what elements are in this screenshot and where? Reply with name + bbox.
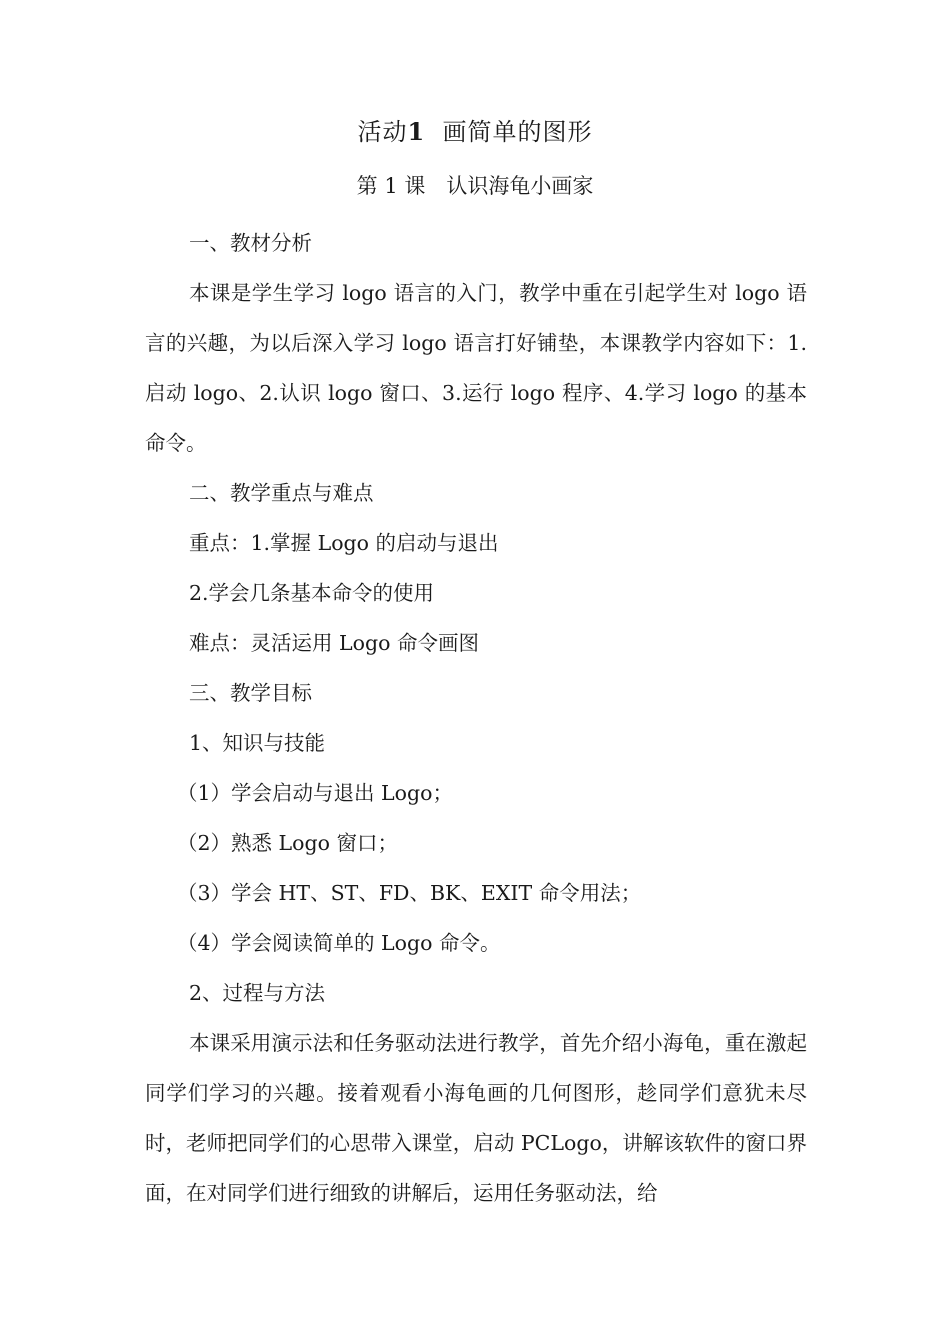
title-suffix: 画简单的图形: [442, 118, 593, 146]
section-heading-analysis: 一、教材分析: [189, 231, 312, 255]
lesson-subtitle: 第 1 课 认识海龟小画家: [356, 174, 594, 198]
goal-item: （4）学会阅读简单的 Logo 命令。: [177, 931, 501, 955]
difficulty-point: 难点：灵活运用 Logo 命令画图: [189, 631, 479, 655]
key-point-1: 重点：1.掌握 Logo 的启动与退出: [189, 531, 499, 555]
title-number: 1: [407, 117, 426, 146]
key-point-2: 2.学会几条基本命令的使用: [189, 581, 435, 605]
goal-knowledge-heading: 1、知识与技能: [189, 731, 326, 755]
goal-item: （2）熟悉 Logo 窗口；: [177, 831, 398, 855]
document-title: [0, 114, 950, 150]
analysis-paragraph: 本课是学生学习 logo 语言的入门，教学中重在引起学生对 logo 语言的兴趣，为以后深入学习 logo 语言打好铺垫，本课教学内容如下：1.启动 logo、2.认识 logo 窗口、3.运行 logo 程序、4.学习 logo 的基本命令。: [145, 281, 807, 455]
title-prefix: 活动: [357, 118, 408, 146]
goal-process-heading: 2、过程与方法: [189, 981, 326, 1005]
goal-item: （3）学会 HT、ST、FD、BK、EXIT 命令用法；: [177, 881, 642, 905]
section-heading-focus: 二、教学重点与难点: [189, 481, 374, 505]
section-heading-goals: 三、教学目标: [189, 681, 312, 705]
goal-item: （1）学会启动与退出 Logo；: [177, 781, 453, 805]
document-body: [145, 218, 807, 1218]
process-paragraph: 本课采用演示法和任务驱动法进行教学，首先介绍小海龟，重在激起同学们学习的兴趣。接着观看小海龟画的几何图形，趁同学们意犹未尽时，老师把同学们的心思带入课堂，启动 PCLogo，讲解该软件的窗口界面，在对同学们进行细致的讲解后，运用任务驱动法，给: [145, 1031, 807, 1205]
